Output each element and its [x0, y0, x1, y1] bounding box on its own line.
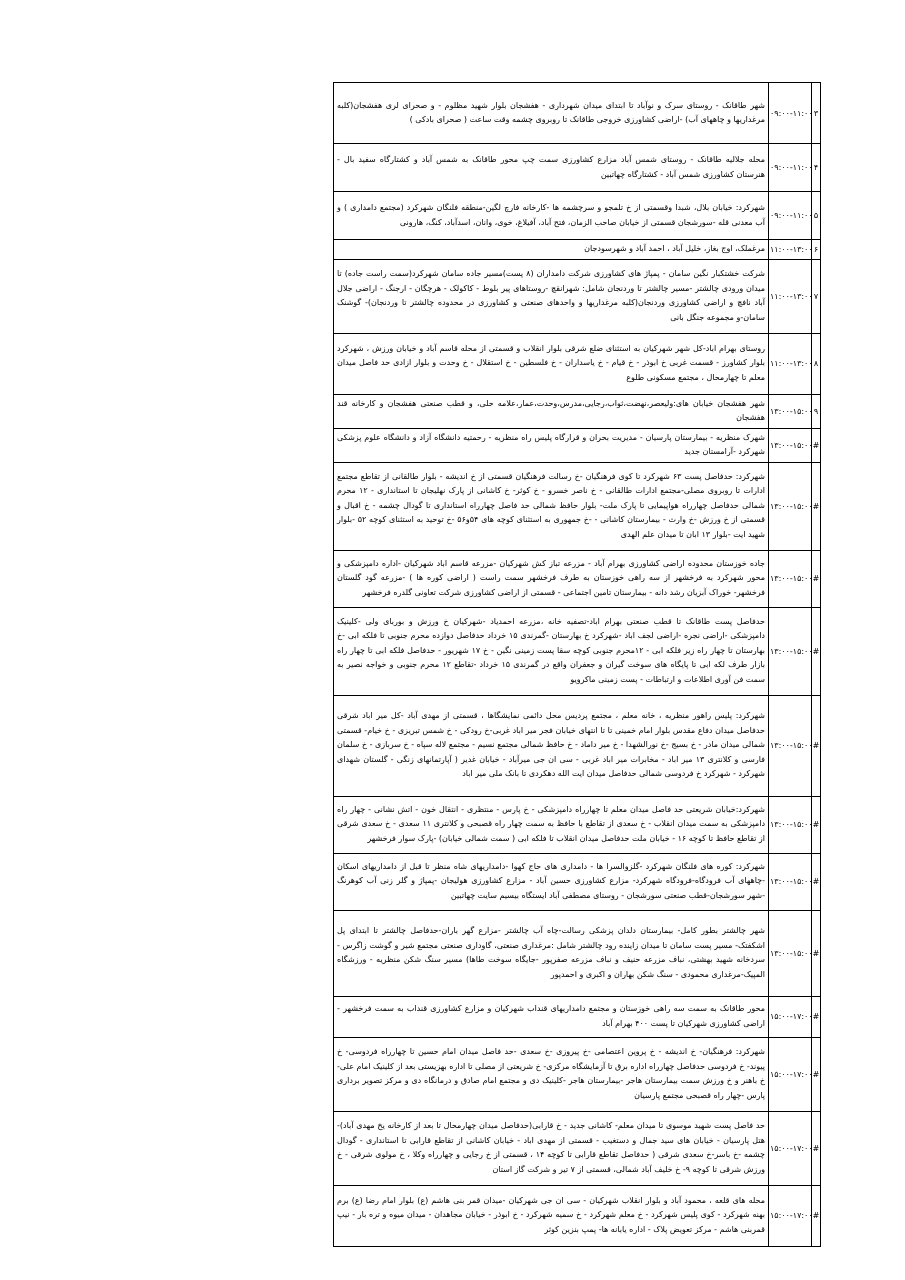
row-number: #: [812, 550, 821, 607]
area-description: محور طاقانک به سمت سه راهی خوزستان و مجتمع دامداریهای قنداب شهرکیان و مزارع کشاورزی قنداب به سمت فرخشهر - اراضی کشاورزی شهرکیان تا پست ۴۰۰ بهرام آباد: [334, 996, 769, 1037]
area-description: شهرک منظریه - بیمارستان پارسیان - مدیریت بحران و قرارگاه پلیس راه منظریه - رحمتیه دانشگاه آزاد و دانشگاه علوم پزشکی شهرکرد -آرامستان جدید: [334, 428, 769, 462]
row-number: #: [812, 796, 821, 853]
row-number: #: [812, 910, 821, 996]
time-range: ۱۵:۰۰-۱۷:۰۰: [769, 996, 812, 1037]
time-range: ۱۳:۰۰-۱۵:۰۰: [769, 462, 812, 550]
table-row: [334, 853, 821, 910]
row-number: ۳: [812, 83, 821, 144]
table-row: [334, 192, 821, 240]
area-description: حد فاصل پست شهید موسوی تا میدان معلم- کاشانی جدید - خ قارابی(حدفاصل میدان چهارمحال تا بعد از کارخانه یخ مهدی آباد)-هتل پارسیان - خیابان های سید جمال و دستغیب - قسمتی از مهدی اباد - خیابان کاشانی از تقاطع قارابی تا استانداری - گودال چشمه -خ باسر-خ سعدی شرقی ( حدفاصل تقاطع قارابی تا کوچه ۱۴ ، قسمتی از خ رجایی و چهارراه وکلا ، خ مولوی شرقی - خ ورزش شرقی تا کوچه ۹- خ خلیف آباد شمالی، قسمتی از ۷ تیر و شرکت گاز استان: [334, 1111, 769, 1185]
row-number: #: [812, 1037, 821, 1111]
table-row: [334, 240, 821, 260]
area-description: شهر هفشجان خیابان های:ولیعصر،نهضت،ثواب،رجایی،مدرس،وحدت،عمار،علامه حلی، و قطب صنعتی هفشجان و کارخانه قند هفشجان: [334, 394, 769, 428]
area-description: محله های قلعه ، محمود آباد و بلوار انقلاب شهرکیان - سی ان جی شهرکیان -میدان قمر بنی هاشم (ع) بلوار امام رضا (ع) برم بهنه شهرکرد - کوی پلیس شهرکرد - خ معلم شهرکرد - خ سمیه شهرکرد - خ ابوذر - خیابان مجاهدان - میدان میوه و تره بار - نیپ قمربنی هاشم - مرکز تعویض پلاک - اداره یابانه ها- پمپ بنزین کوثر: [334, 1185, 769, 1246]
area-description: شهر طاقانک - روستای سرک و نوآباد تا ابتدای میدان شهرداری - هفشجان بلوار شهید مظلوم - و صحرای لری هفشجان(کلبه مرغداریها و چاههای آب) -اراضی کشاورزی خروجی طاقانک تا روبروی چشمه وقت ساعت ( صحرای بادکی ): [334, 83, 769, 144]
row-number: #: [812, 428, 821, 462]
area-description: جاده خوزستان محدوده اراضی کشاورزی بهرام آباد - مزرعه تباز کش شهرکیان -مزرعه قاسم اباد شهرکیان -اداره دامپزشکی و محور شهرکرد به فرخشهر از سه راهی خوزستان به طرف فرخشهر سمت راست ( اراضی کوره ها ) -مزرعه گود گلستان فرخشهر- خوراک آبزیان رشد دانه - بیمارستان تامین اجتماعی - قسمتی از اراضی کشاورزی شرکت تعاونی گلدره فرخشهر: [334, 550, 769, 607]
time-range: ۱۱:۰۰-۱۳:۰۰: [769, 259, 812, 333]
row-number: ۴: [812, 144, 821, 192]
row-number: #: [812, 462, 821, 550]
table-row: [334, 333, 821, 394]
table-row: [334, 428, 821, 462]
row-number: #: [812, 853, 821, 910]
table-row: [334, 1111, 821, 1185]
table-row: [334, 550, 821, 607]
table-row: [334, 1185, 821, 1246]
area-description: روستای بهرام اباد-کل شهر شهرکیان به استثنای ضلع شرقی بلوار انقلاب و قسمتی از محله قاسم آباد و خیابان ورزش ، شهرکرد بلوار کشاورز - قسمت غربی خ ابوذر - خ قیام - خ یاسداران - خ فلسطین - خ استقلال - خ وحدت و بلوار ازادی حد فاصل میدان معلم تا چهارمحال ، مجتمع مسکونی طلوع: [334, 333, 769, 394]
row-number: #: [812, 607, 821, 695]
row-number: #: [812, 1111, 821, 1185]
time-range: ۰۹:۰۰-۱۱:۰۰: [769, 192, 812, 240]
time-range: ۱۳:۰۰-۱۵:۰۰: [769, 853, 812, 910]
area-description: شهر چالشتر بطور کامل- بیمارستان دلدان پزشکی رسالت-چاه آب چالشتر -مزارع گهر باران-حدفاصل چالشتر تا ابتدای پل اشکفتک- مسیر پست سامان تا میدان زاینده رود چالشتر شامل :مرغداری صنعتی، گاوداری صنعتی مجتمع شیر و گوشت زاگرس - سردخانه شهید بهشتی، نباف مزرعه حنیف و نباف مزرعه صفرپور -جایگاه سوخت طاها) مسیر سنگ شکن منظریه - ورزشگاه المپیک-مرغداری محمودی - سنگ شکن بهاران و اکبری و احمدپور: [334, 910, 769, 996]
row-number: ۹: [812, 394, 821, 428]
table-row: [334, 796, 821, 853]
area-description: مرغملک، اوج بغاز، خلیل آباد ، احمد آباد و شهرسودجان: [334, 240, 769, 260]
table-row: [334, 394, 821, 428]
area-description: شهرکرد: پلیس راهور منظریه ، خانه معلم ، مجتمع پردیس محل دائمی نمایشگاها ، قسمتی از مهدی آباد -کل میر اباد شرقی حدفاصل میدان دفاع مقدس بلوار امام خمینی تا تا انتهای خیابان فجر میر اباد غربی-خ رودکی - خ شمس تبریزی - خ خیام- قسمتی شمالی میدان مادر - خ بسیج -خ نورالشهدا - خ میر داماد - خ حافظ شمالی مجتمع نسیم - مجتمع لاله سپاه - خ سربازی - خ سلمان فارسی و کلانتری ۱۳ میر اباد - مخابرات میر اباد غربی - سی ان جی میرآباد - خیابان غدیر ( آپارتمانهای زنگی - گلستان شهدای شهرکرد - شهرکرد خ فردوسی شمالی حدفاصل میدان ایت الله دهکردی تا بانک ملی میر اباد: [334, 695, 769, 796]
row-number: #: [812, 695, 821, 796]
table-body: [334, 83, 821, 1247]
table-row: [334, 607, 821, 695]
area-description: شهرکرد: فرهنگیان- خ اندیشه - خ پروین اعتصامی -خ پیروزی -خ سعدی -حد فاصل میدان امام حسین تا چهارراه فردوسی- خ پیوند- خ فردوسی حدفاصل چهارراه اداره برق تا آزمایشگاه مرکزی- خ شریعتی از مصلی تا اداره بهزیستی بعد از کلینیک امام علی- خ باهنر و خ ورزش سمت بیمارستان هاجر -بیمارستان هاجر -کلینیک دی و مجتمع امام صادق و درمانگاه دی و مرکز تصویر برداری پارس -چهار راه قصبحی مجتمع پارسیان: [334, 1037, 769, 1111]
time-range: ۱۵:۰۰-۱۷:۰۰: [769, 1037, 812, 1111]
time-range: ۱۵:۰۰-۱۷:۰۰: [769, 1185, 812, 1246]
row-number: ۵: [812, 192, 821, 240]
row-number: #: [812, 996, 821, 1037]
time-range: ۱۱:۰۰-۱۳:۰۰: [769, 240, 812, 260]
time-range: ۱۳:۰۰-۱۵:۰۰: [769, 695, 812, 796]
table-row: [334, 996, 821, 1037]
row-number: ۶: [812, 240, 821, 260]
time-range: ۱۳:۰۰-۱۵:۰۰: [769, 910, 812, 996]
area-description: شهرکرد:خیابان شریعتی حد فاصل میدان معلم تا چهارراه دامپزشکی - خ پارس - منتظری - انتقال خون - اتش نشانی - چهار راه دامپزشکی به سمت میدان انقلاب - خ سعدی از تقاطع با حافظ به سمت چهار راه قصبحی و کلانتری ۱۱ سعدی - خ سعدی شرقی از تقاطع حافظ تا کوچه ۱۶ - خیابان ملت حدفاصل میدان انقلاب تا فلکه ابی ( سمت شمالی خیابان) -پارک سوار فرخشهر: [334, 796, 769, 853]
table-row: [334, 695, 821, 796]
table-row: [334, 83, 821, 144]
table-row: [334, 462, 821, 550]
table-row: [334, 259, 821, 333]
area-description: محله جلالیه طاقانک - روستای شمس آباد مزارع کشاورزی سمت چپ محور طاقانک به شمس آباد و کشتارگاه سفید بال - هنرستان کشاورزی شمس آباد - کشتارگاه چهاتبین: [334, 144, 769, 192]
time-range: ۱۵:۰۰-۱۷:۰۰: [769, 1111, 812, 1185]
time-range: ۰۹:۰۰-۱۱:۰۰: [769, 83, 812, 144]
time-range: ۱۱:۰۰-۱۳:۰۰: [769, 333, 812, 394]
table-row: [334, 910, 821, 996]
area-description: شهرکرد: خیابان بلال، شبدا وقسمتی از خ تلمجو و سرچشمه ها -کارخانه فارچ لگین-منطقه فلنگان شهرکرد (مجتمع دامداری ) و آب معدنی قله -سورشجان قسمتی از خیابان صاحب الزمان، فتح آباد، آفیلاغ، خوی، وانان، اسدآباد، کنگ، هارونی: [334, 192, 769, 240]
outage-schedule-table: [333, 82, 821, 1247]
time-range: ۱۳:۰۰-۱۵:۰۰: [769, 428, 812, 462]
time-range: ۱۳:۰۰-۱۵:۰۰: [769, 796, 812, 853]
area-description: شرکت خشتکبار نگین سامان - پمپاژ های کشاورزی شرکت دامداران (۸ پست)مسیر جاده سامان شهرکرد(سمت راست جاده) تا میدان ورودی چالشتر -مسیر چالشتر تا وردنجان شامل: شهرانقچ -روستاهای پیر بلوط - کاکولک - هرچگان - ارجنگ - اراضی جلال آباد نافچ و اراضی کشاورزی وردنجان(کلبه مرغداریها و واحدهای صنعتی و کشاورزی در محدوده چالشتر تا وردنجان)- گوشنک سامان-و مجموعه جنگل بانی: [334, 259, 769, 333]
area-description: شهرکرد: کوره های فلنگان شهرکرد -گلزوالسرا ها - دامداری های حاج کهوا -دامداریهای شاه منظر تا قبل از دامداریهای اسکان -چاههای آب فرودگاه-فرودگاه شهرکرد- مزارع کشاورزی حسین آباد - مزارع کشاورزی هولیجان -پمپاژ و گلر زنی آب کوهرنگ -شهر سورشجان-قطب صنعتی سورشجان - روستای مصطفی آباد ایستگاه بیسیم سایت چهاتبین: [334, 853, 769, 910]
area-description: شهرکرد: حدفاصل پست ۶۳ شهرکرد تا کوی فرهنگیان -خ رسالت فرهنگیان قسمتی از خ اندیشه - بلوار طالقانی از تقاطع مجتمع ادارات تا روبروی مصلی-مجتمع ادارات طالقانی - خ ناصر خسرو - خ کوثر- خ کاشانی از پارک نهلیجان تا استانداری - ۱۲ محرم شمالی حدفاصل چهارراه هواپیمایی تا پارک ملت- بلوار حافظ شمالی حد فاصل چهارراه استانداری تا گودال چشمه - خ اقبال و قسمتی از خ ورزش -خ وارث - بیمارستان کاشانی - -خ جمهوری به استثنای کوچه های ۵۴و۵۶ -خ توحید به استثنای کوچه ۵۲ -بلوار شهید ایت -بلوار ۱۳ ابان تا میدان علم الهدی: [334, 462, 769, 550]
time-range: ۰۹:۰۰-۱۱:۰۰: [769, 144, 812, 192]
row-number: ۷: [812, 259, 821, 333]
row-number: #: [812, 1185, 821, 1246]
time-range: ۱۳:۰۰-۱۵:۰۰: [769, 550, 812, 607]
row-number: ۸: [812, 333, 821, 394]
area-description: حدفاصل پست طاقانک تا قطب صنعتی بهرام اباد-تصفیه خانه ،مزرعه احمدیاد -شهرکیان خ ورزش و بوربای ولی -کلینیک دامپزشکی -اراضی نجره -اراضی لجف اباد -شهرکرد خ بهارستان -گمرندی ۱۵ خرداد حدفاصل دوازده محرم جنوبی تا فلکه ابی -خ بهارستان تا چهار راه زیر فلکه ابی - ۱۲محرم جنوبی کوچه سقا پست زمینی نگین - خ ۱۷ شهریور - حدفاصل فلکه ابی تا چهار راه بازار طرف لکه ابی تا پایگاه های سوخت گیران و جعفران واقع در گمرندی ۱۵ خرداد -تقاطع ۱۲ محرم جنوبی و خواجه نصیر به سمت فن آوری اطلاعات و ارتباطات - پست زمینی ماکرویو: [334, 607, 769, 695]
table-row: [334, 1037, 821, 1111]
table-row: [334, 144, 821, 192]
time-range: ۱۳:۰۰-۱۵:۰۰: [769, 607, 812, 695]
time-range: ۱۳:۰۰-۱۵:۰۰: [769, 394, 812, 428]
